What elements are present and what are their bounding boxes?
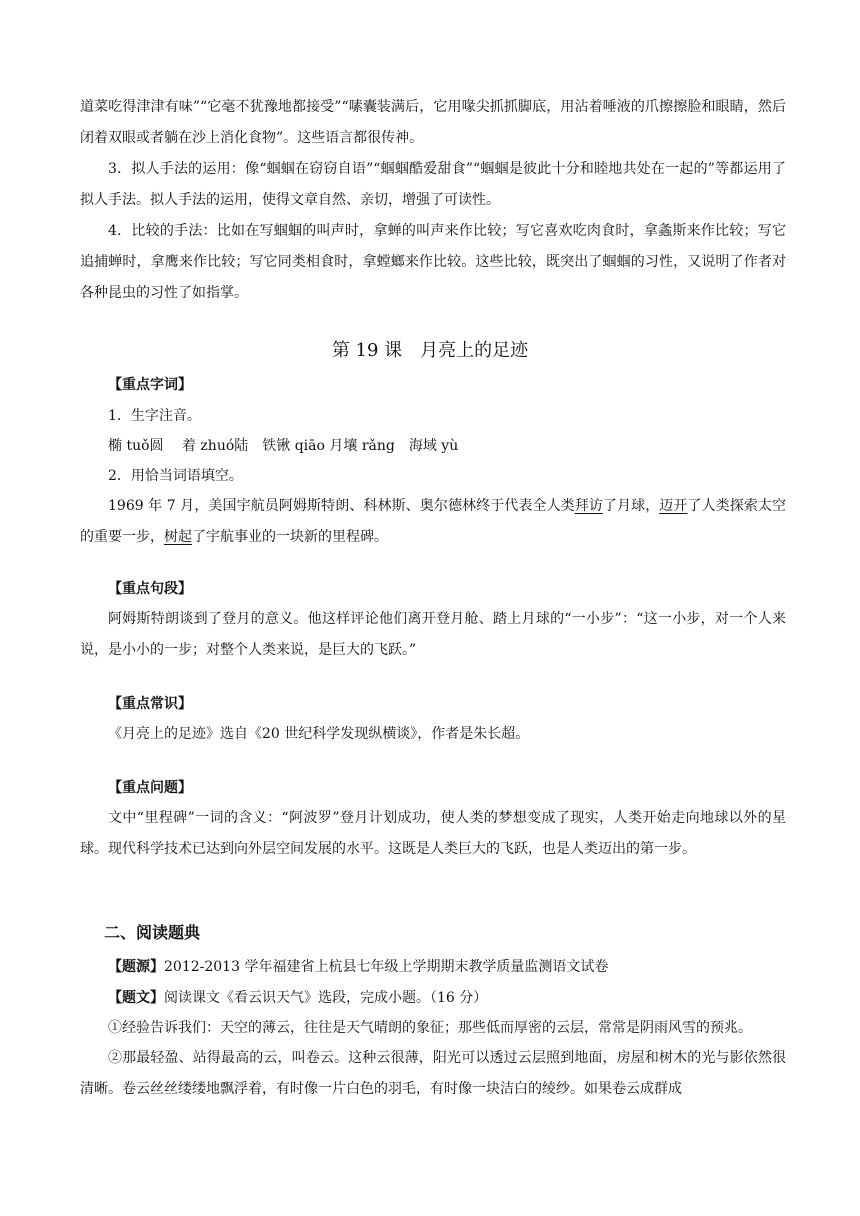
fill-blank-paragraph [80, 491, 786, 553]
reading-source [80, 952, 786, 983]
source-text: 2012-2013 学年福建省上杭县七年级上学期期末教学质量监测语文试卷 [164, 959, 609, 975]
fill-text-a: 1969 年 7 月，美国宇航员阿姆斯特朗、科林斯、奥尔德林终于代表全人类 [108, 498, 575, 514]
key-knowledge-text: 《月亮上的足迹》选自《20 世纪科学发现纵横谈》，作者是朱长超。 [108, 726, 530, 742]
paragraph-tail: 道菜吃得津津有味”“它毫不犹豫地都接受”“嗉囊装满后，它用喙尖抓抓脚底，用沾着唾液的爪擦擦脸和眼睛，然后闭着双眼或者躺在沙上消化食物”。这些语言都很传神。 [80, 99, 786, 146]
fill-text-b: 了月球， [602, 498, 660, 514]
heading-key-knowledge: 【重点常识】 [108, 696, 192, 712]
source-label: 【题源】 [108, 959, 164, 975]
fill-answer-2: 迈开 [659, 498, 688, 514]
fill-text-d: 了宇航事业的一块新的里程碑。 [192, 529, 388, 545]
fill-text-c: 了人类探索太空的重要一步， [80, 498, 787, 545]
words-item-1: 1．生字注音。 [108, 408, 201, 424]
pinyin-line: 椭 tuǒ圆 着 zhuó陆 铁锹 qiāo 月壤 rǎng 海域 yù [108, 438, 459, 454]
reading-paragraph-2: ②那最轻盈、站得最高的云，叫卷云。这种云很薄，阳光可以透过云层照到地面，房屋和树木的光与影依然很清晰。卷云丝丝缕缕地飘浮着，有时像一片白色的羽毛，有时像一块洁白的绫纱。如果卷云成群成 [80, 1050, 786, 1097]
reading-prompt [80, 983, 786, 1014]
fill-answer-1: 拜访 [574, 498, 603, 514]
prompt-text: 阅读课文《看云识天气》选段，完成小题。（16 分） [164, 990, 488, 1006]
section-heading-reading: 二、阅读题典 [104, 923, 201, 942]
reading-paragraph-1: ①经验告诉我们：天空的薄云，往往是天气晴朗的象征；那些低而厚密的云层，常常是阴雨风雪的预兆。 [108, 1020, 752, 1036]
key-sentences-text: 阿姆斯特朗谈到了登月的意义。他这样评论他们离开登月舱、踏上月球的“一小步”：“这一小步，对一个人来说，是小小的一步；对整个人类来说，是巨大的飞跃。” [80, 611, 786, 658]
item-3-personification: 3．拟人手法的运用：像“蝈蝈在窃窃自语”“蝈蝈酷爱甜食”“蝈蝈是彼此十分和睦地共处在一起的”等都运用了拟人手法。拟人手法的运用，使得文章自然、亲切，增强了可读性。 [80, 161, 786, 208]
heading-key-sentences: 【重点句段】 [108, 581, 192, 597]
heading-key-question: 【重点问题】 [108, 780, 192, 796]
heading-key-words: 【重点字词】 [108, 377, 192, 393]
words-item-2: 2．用恰当词语填空。 [108, 468, 243, 484]
item-4-comparison: 4．比较的手法：比如在写蝈蝈的叫声时，拿蝉的叫声来作比较；写它喜欢吃肉食时，拿螽斯来作比较；写它追捕蝉时，拿鹰来作比较；写它同类相食时，拿螳螂来作比较。这些比较，既突出了蝈蝈的习性，又说明了作者对各种昆虫的习性了如指掌。 [80, 223, 786, 301]
prompt-label: 【题文】 [108, 990, 164, 1006]
fill-answer-3: 树起 [164, 529, 192, 545]
key-question-text: 文中“里程碑”一词的含义：“阿波罗”登月计划成功，使人类的梦想变成了现实，人类开始走向地球以外的星球。现代科学技术已达到向外层空间发展的水平。这既是人类巨大的飞跃，也是人类迈出的第一步。 [80, 810, 786, 857]
lesson-title: 第 19 课 月亮上的足迹 [331, 340, 529, 361]
